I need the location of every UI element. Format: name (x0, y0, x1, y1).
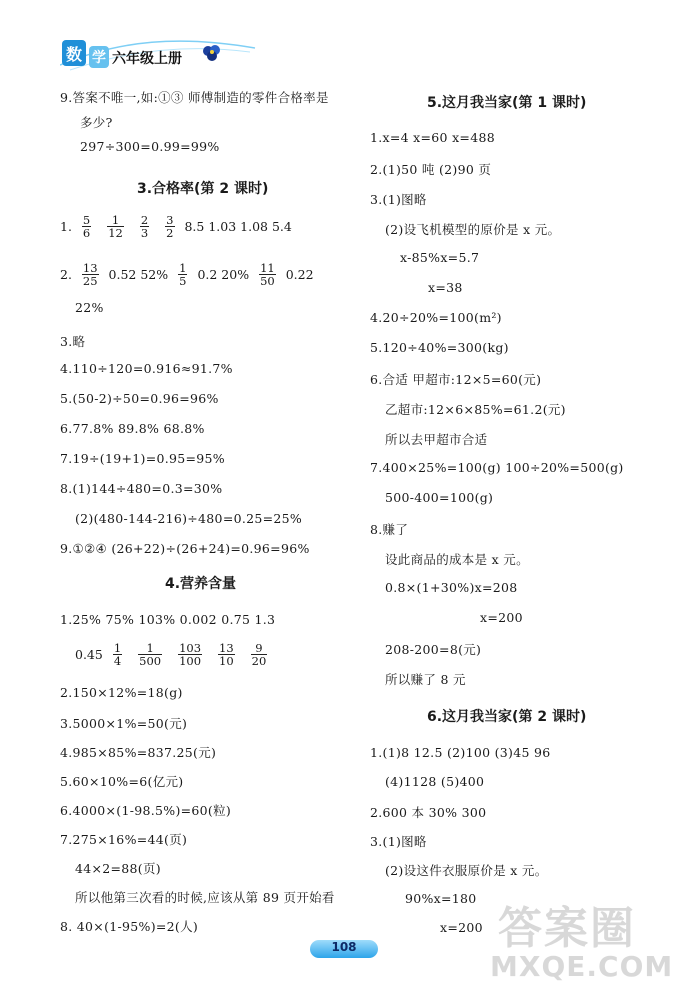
answer-line: 6.77.8% 89.8% 68.8% (60, 421, 205, 436)
denominator: 25 (82, 274, 98, 289)
numerator: 1 (113, 641, 122, 655)
answer-line: 44×2=88(页) (75, 861, 161, 876)
answer-line: 所以他第三次看的时候,应该从第 89 页开始看 (75, 890, 335, 905)
section-title: 3.合格率(第 2 课时) (137, 181, 269, 197)
section-title: 6.这月我当家(第 2 课时) (427, 709, 587, 725)
answer-line: 1.(1)8 12.5 (2)100 (3)45 96 (370, 745, 551, 760)
subject-badge-2: 学 (89, 46, 109, 68)
answer-prefix: 2. (60, 267, 72, 283)
numerator: 1 (107, 214, 124, 227)
answer-line: (2)(480-144-216)÷480=0.25=25% (75, 511, 303, 526)
answer-line: (4)1128 (5)400 (385, 774, 485, 789)
denominator: 2 (166, 226, 174, 241)
watermark-line-2: MXQE.COM (490, 950, 674, 983)
answer-line: 3.(1)图略 (370, 834, 427, 849)
answer-line: 297÷300=0.99=99% (80, 139, 220, 154)
denominator: 4 (113, 654, 122, 669)
answer-line: 500-400=100(g) (385, 490, 494, 505)
fraction-row-1 (60, 214, 292, 239)
fraction (138, 642, 162, 667)
answer-line: 所以赚了 8 元 (385, 672, 466, 687)
denominator: 5 (179, 274, 187, 289)
answer-line: 208-200=8(元) (385, 642, 482, 657)
answer-line: 1.25% 75% 103% 0.002 0.75 1.3 (60, 612, 276, 627)
answer-line: 7.275×16%=44(页) (60, 832, 188, 847)
fraction (165, 214, 174, 239)
page-number-text: 108 (331, 940, 357, 954)
page-header (0, 0, 678, 90)
answer-line: (2)设这件衣服原价是 x 元。 (385, 863, 548, 878)
answer-line: 1.x=4 x=60 x=488 (370, 130, 495, 145)
page-number (300, 938, 388, 960)
answer-values: 0.2 20% (197, 267, 250, 283)
denominator: 50 (260, 274, 275, 289)
fraction (82, 214, 91, 239)
answer-line: 所以去甲超市合适 (385, 432, 488, 447)
denominator: 500 (139, 654, 162, 669)
answer-line: 7.400×25%=100(g) 100÷20%=500(g) (370, 460, 624, 475)
watermark (490, 892, 674, 987)
answer-line: x=38 (428, 280, 463, 295)
answer-line: 8.赚了 (370, 522, 409, 537)
answer-line: x=200 (480, 610, 523, 625)
answer-line: 8.(1)144÷480=0.3=30% (60, 481, 223, 496)
denominator: 100 (179, 654, 202, 669)
fraction (140, 214, 149, 239)
denominator: 12 (108, 226, 123, 241)
answer-line: 2.150×12%=18(g) (60, 685, 183, 700)
answer-values: 8.5 1.03 1.08 5.4 (184, 219, 292, 235)
fraction (113, 642, 122, 667)
answer-line: 0.8×(1+30%)x=208 (385, 580, 518, 595)
fraction (218, 642, 235, 667)
section-title: 5.这月我当家(第 1 课时) (427, 95, 587, 111)
answer-line: 8. 40×(1-95%)=2(人) (60, 919, 199, 934)
fraction (259, 262, 276, 287)
answer-line: 90%x=180 (405, 891, 477, 906)
answer-line: x=200 (440, 920, 483, 935)
numerator: 11 (260, 261, 275, 275)
answer-line: 22% (75, 300, 104, 315)
answer-line: 乙超市:12×6×85%=61.2(元) (385, 402, 566, 417)
numerator: 13 (219, 641, 234, 655)
grade-label: 六年级上册 (112, 51, 182, 67)
numerator: 2 (140, 213, 149, 227)
numerator: 3 (166, 213, 174, 227)
section-title: 4.营养含量 (165, 576, 237, 592)
answer-line: 3.略 (60, 334, 86, 349)
fraction (107, 214, 124, 239)
answer-line: 4.110÷120=0.916≈91.7% (60, 361, 233, 376)
answer-prefix: 1. (60, 219, 72, 235)
watermark-line-1: 答案圈 (498, 903, 636, 954)
answer-line: 5.60×10%=6(亿元) (60, 774, 184, 789)
answer-line: 9.答案不唯一,如:①③ 师傅制造的零件合格率是 (60, 90, 329, 105)
fraction (251, 642, 268, 667)
answer-line: 9.①②④ (26+22)÷(26+24)=0.96=96% (60, 541, 310, 556)
answer-line: 4.20÷20%=100(m²) (370, 310, 502, 325)
fraction-row-3 (75, 642, 273, 667)
denominator: 3 (140, 226, 149, 241)
denominator: 6 (82, 226, 91, 241)
answer-line: x-85%x=5.7 (400, 250, 480, 265)
denominator: 20 (251, 654, 267, 669)
answer-line: 3.(1)图略 (370, 192, 427, 207)
fraction-row-2 (60, 262, 314, 287)
numerator: 9 (251, 642, 268, 655)
answer-line: 6.合适 甲超市:12×5=60(元) (370, 372, 542, 387)
answer-line: 5.120÷40%=300(kg) (370, 340, 509, 355)
answer-line: 3.5000×1%=50(元) (60, 716, 188, 731)
answer-prefix: 0.45 (75, 647, 103, 663)
answer-line: 4.985×85%=837.25(元) (60, 745, 217, 760)
numerator: 13 (82, 261, 98, 275)
fraction (82, 262, 99, 287)
answer-line: 6.4000×(1-98.5%)=60(粒) (60, 803, 232, 818)
answer-line: 设此商品的成本是 x 元。 (385, 552, 529, 567)
answer-values: 0.52 52% (108, 267, 169, 283)
answer-values: 0.22 (285, 267, 314, 283)
flower-icon (200, 42, 224, 64)
answer-line: 2.600 本 30% 300 (370, 805, 487, 820)
fraction (178, 262, 187, 287)
numerator: 103 (179, 641, 202, 655)
answer-line: (2)设飞机模型的原价是 x 元。 (385, 222, 561, 237)
answer-line: 5.(50-2)÷50=0.96=96% (60, 391, 219, 406)
numerator: 1 (179, 261, 187, 275)
answer-line: 7.19÷(19+1)=0.95=95% (60, 451, 225, 466)
answer-line: 2.(1)50 吨 (2)90 页 (370, 162, 492, 177)
numerator: 5 (82, 213, 91, 227)
answer-line: 多少? (80, 115, 113, 130)
denominator: 10 (219, 654, 234, 669)
fraction (178, 642, 202, 667)
subject-badge-1: 数 (62, 40, 86, 66)
numerator: 1 (138, 642, 162, 655)
